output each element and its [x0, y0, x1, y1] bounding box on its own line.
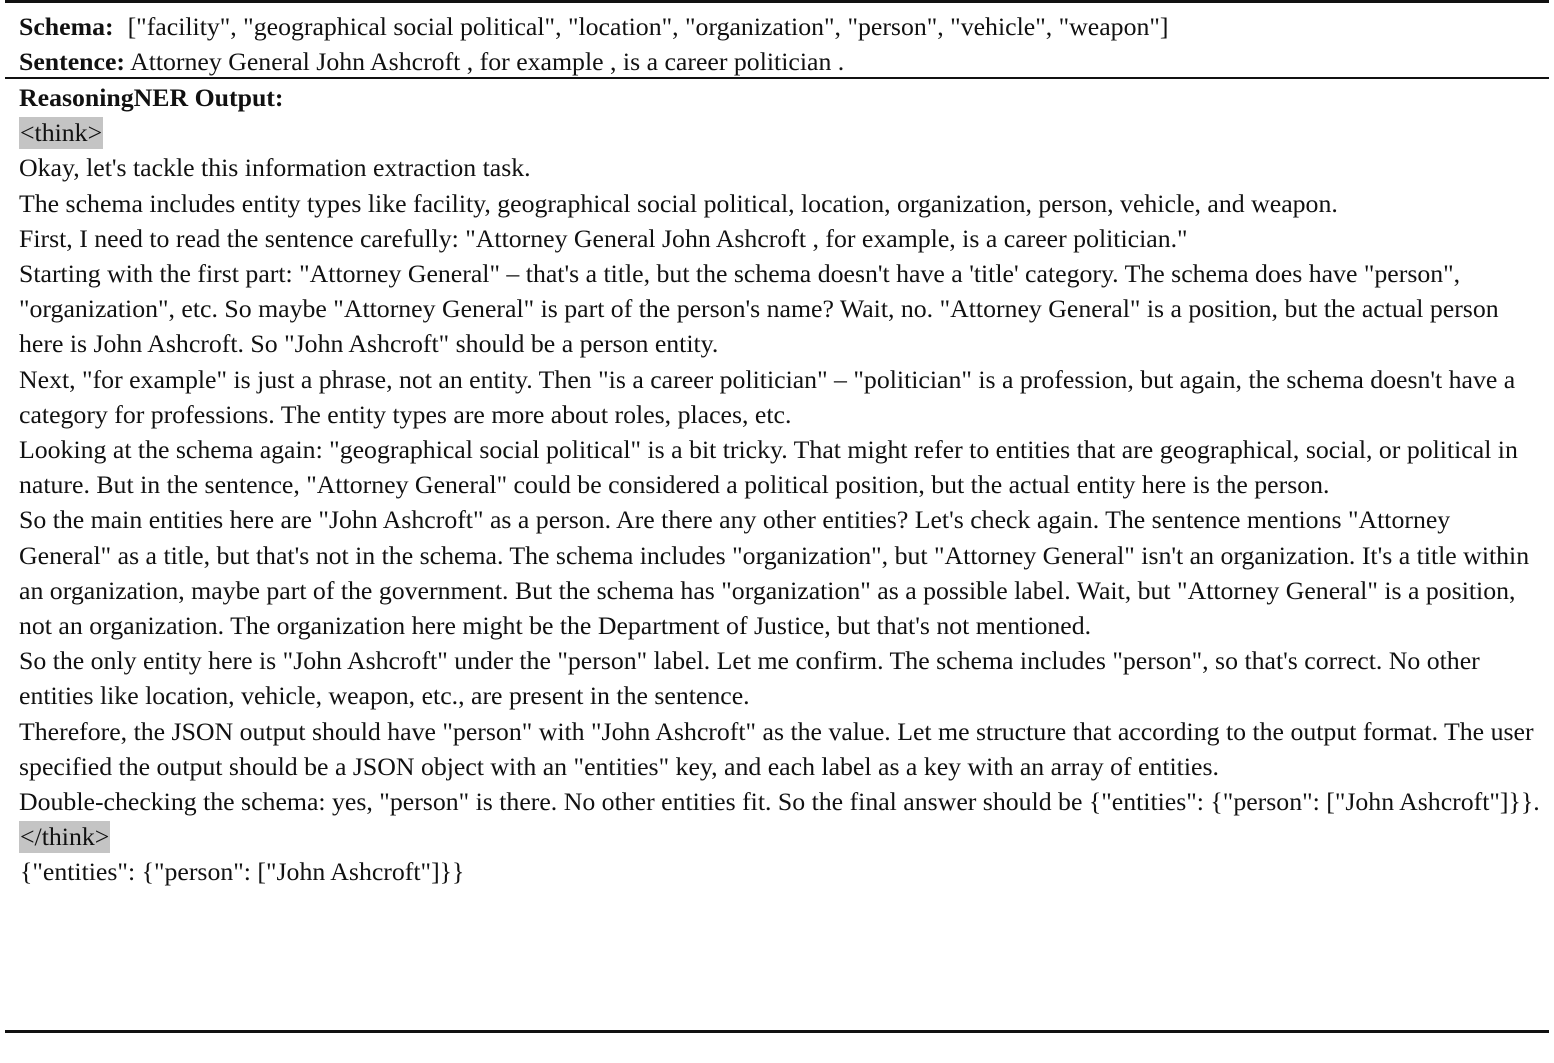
think-open-tag: <think> [20, 118, 103, 148]
schema-label: Schema: [19, 12, 114, 41]
think-close-tag: </think> [20, 822, 110, 852]
think-paragraph: Looking at the schema again: "geographical social political" is a bit tricky. That might refer to entities that are geographical, social, or political in nature. But in the sentence, "Attorney General" could be considered a political position, but the actual entity here is the person. [19, 435, 1518, 500]
think-paragraph: So the main entities here are "John Ashcroft" as a person. Are there any other entities? Let's check again. The sentence mentions "Attorney General" as a title, but that's not in the schema. The schema includes "organization", but "Attorney General" isn't an organization. It's a title within an organization, maybe part of the government. But the schema has "organization" as a possible label. Wait, but "Attorney General" is a position, not an organization. The organization here might be the Department of Justice, but that's not mentioned. [19, 505, 1530, 641]
sentence-value: Attorney General John Ashcroft , for example , is a career politician . [130, 47, 845, 77]
output-section [19, 80, 1544, 890]
think-paragraphs [19, 150, 1544, 819]
sentence-line [19, 44, 1549, 79]
top-rule [5, 0, 1549, 3]
output-title: ReasoningNER Output: [19, 83, 284, 112]
input-section [19, 9, 1549, 79]
think-paragraph: So the only entity here is "John Ashcroft" under the "person" label. Let me confirm. The schema includes "person", so that's correct. No other entities like location, vehicle, weapon, etc., are present in the sentence. [19, 646, 1480, 711]
think-paragraph: Next, "for example" is just a phrase, not an entity. Then "is a career politician" – "politician" is a profession, but again, the schema doesn't have a category for professions. The entity types are more about roles, places, etc. [19, 364, 1516, 429]
middle-rule [5, 77, 1549, 79]
think-close-line [19, 819, 1544, 854]
think-paragraph: Therefore, the JSON output should have "person" with "John Ashcroft" as the value. Let me structure that according to the output format. The user specified the output should be a JSON object with an "entities" key, and each label as a key with an array of entities. [19, 716, 1534, 781]
schema-value: ["facility", "geographical social political", "location", "organization", "person", "vehicle", "weapon"] [127, 12, 1169, 41]
think-paragraph: First, I need to read the sentence carefully: "Attorney General John Ashcroft , for example, is a career politician." [19, 223, 1188, 253]
schema-line [19, 9, 1549, 44]
think-paragraph: The schema includes entity types like facility, geographical social political, location, organization, person, vehicle, and weapon. [19, 188, 1338, 218]
think-paragraph: Okay, let's tackle this information extraction task. [19, 153, 531, 183]
final-output: {"entities": {"person": ["John Ashcroft"]}} [20, 857, 465, 887]
sentence-label: Sentence: [19, 47, 126, 77]
bottom-rule [5, 1030, 1549, 1033]
think-paragraph: Double-checking the schema: yes, "person" is there. No other entities fit. So the final answer should be {"entities": {"person": ["John Ashcroft"]}}. [19, 787, 1540, 817]
think-open-line [19, 115, 1544, 150]
think-paragraph: Starting with the first part: "Attorney General" – that's a title, but the schema doesn't have a 'title' category. The schema does have "person", "organization", etc. So maybe "Attorney General" is part of the person's name? Wait, no. "Attorney General" is a position, but the actual person here is John Ashcroft. So "John Ashcroft" should be a person entity. [19, 259, 1499, 359]
